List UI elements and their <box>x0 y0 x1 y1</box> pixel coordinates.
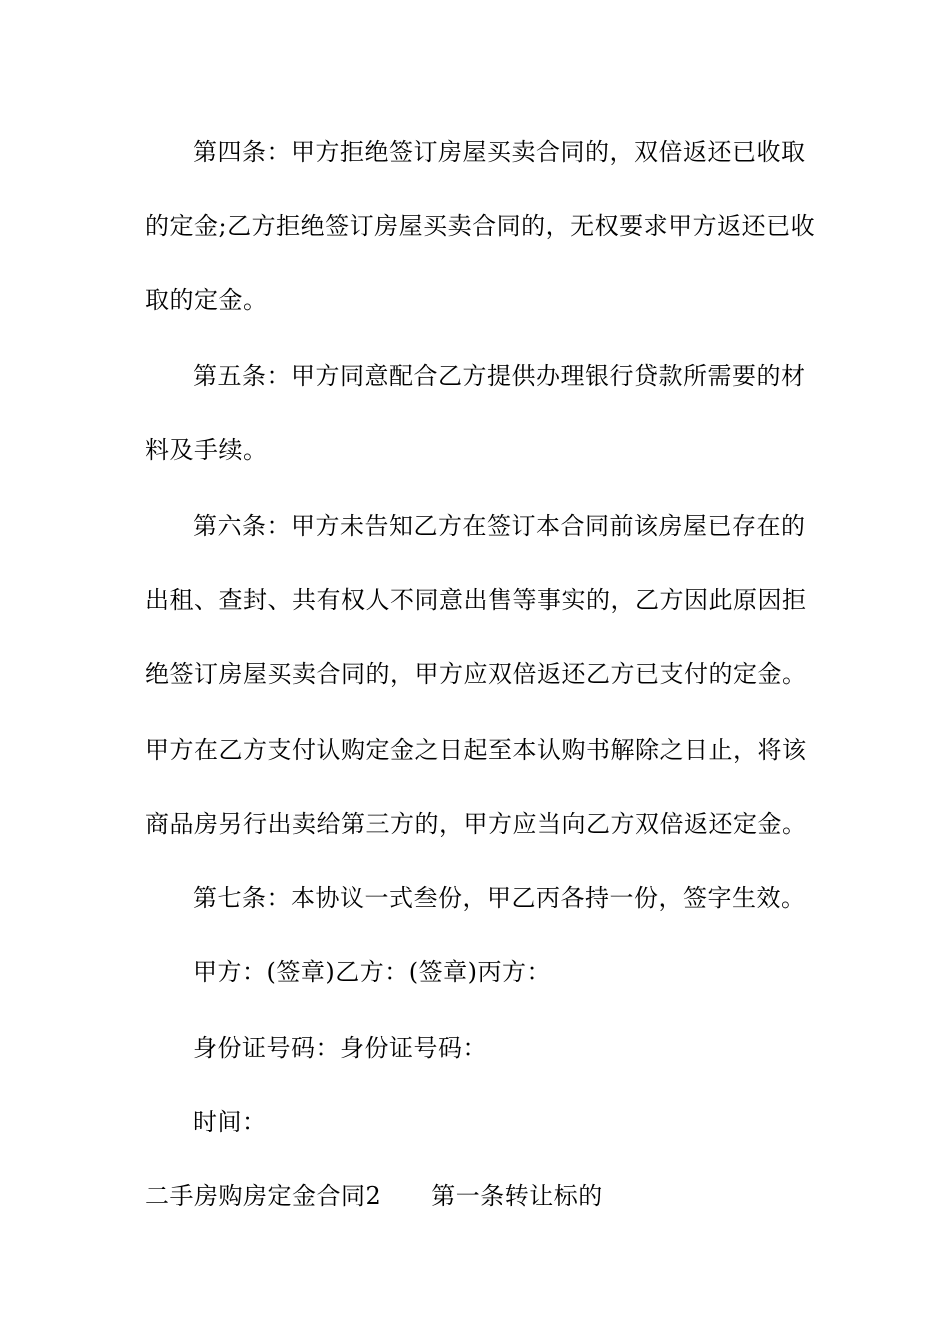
date-line: 时间： <box>193 1108 267 1136</box>
text-line: 第六条：甲方未告知乙方在签订本合同前该房屋已存在的 <box>193 512 806 540</box>
text-line: 出租、查封、共有权人不同意出售等事实的，乙方因此原因拒 <box>145 586 807 614</box>
section-heading <box>145 1181 603 1211</box>
text-line: 料及手续。 <box>145 436 268 464</box>
text-line: 甲方在乙方支付认购定金之日起至本认购书解除之日止，将该 <box>145 736 807 764</box>
text-line: 取的定金。 <box>145 286 268 314</box>
text-line: 商品房另行出卖给第三方的，甲方应当向乙方双倍返还定金。 <box>145 810 807 838</box>
text-line: 绝签订房屋买卖合同的，甲方应双倍返还乙方已支付的定金。 <box>145 660 807 688</box>
text-line: 第七条：本协议一式叁份，甲乙丙各持一份，签字生效。 <box>193 884 806 912</box>
text-line: 第五条：甲方同意配合乙方提供办理银行贷款所需要的材 <box>193 362 806 390</box>
text-line: 第四条：甲方拒绝签订房屋买卖合同的，双倍返还已收取 <box>193 138 806 166</box>
id-number-line: 身份证号码：身份证号码： <box>193 1034 487 1062</box>
signature-parties-line: 甲方：(签章)乙方：(签章)丙方： <box>193 958 551 986</box>
section-title: 二手房购房定金合同2 <box>145 1182 382 1210</box>
text-line: 的定金;乙方拒绝签订房屋买卖合同的，无权要求甲方返还已收 <box>145 212 816 240</box>
section-first-clause: 第一条转让标的 <box>431 1182 603 1210</box>
